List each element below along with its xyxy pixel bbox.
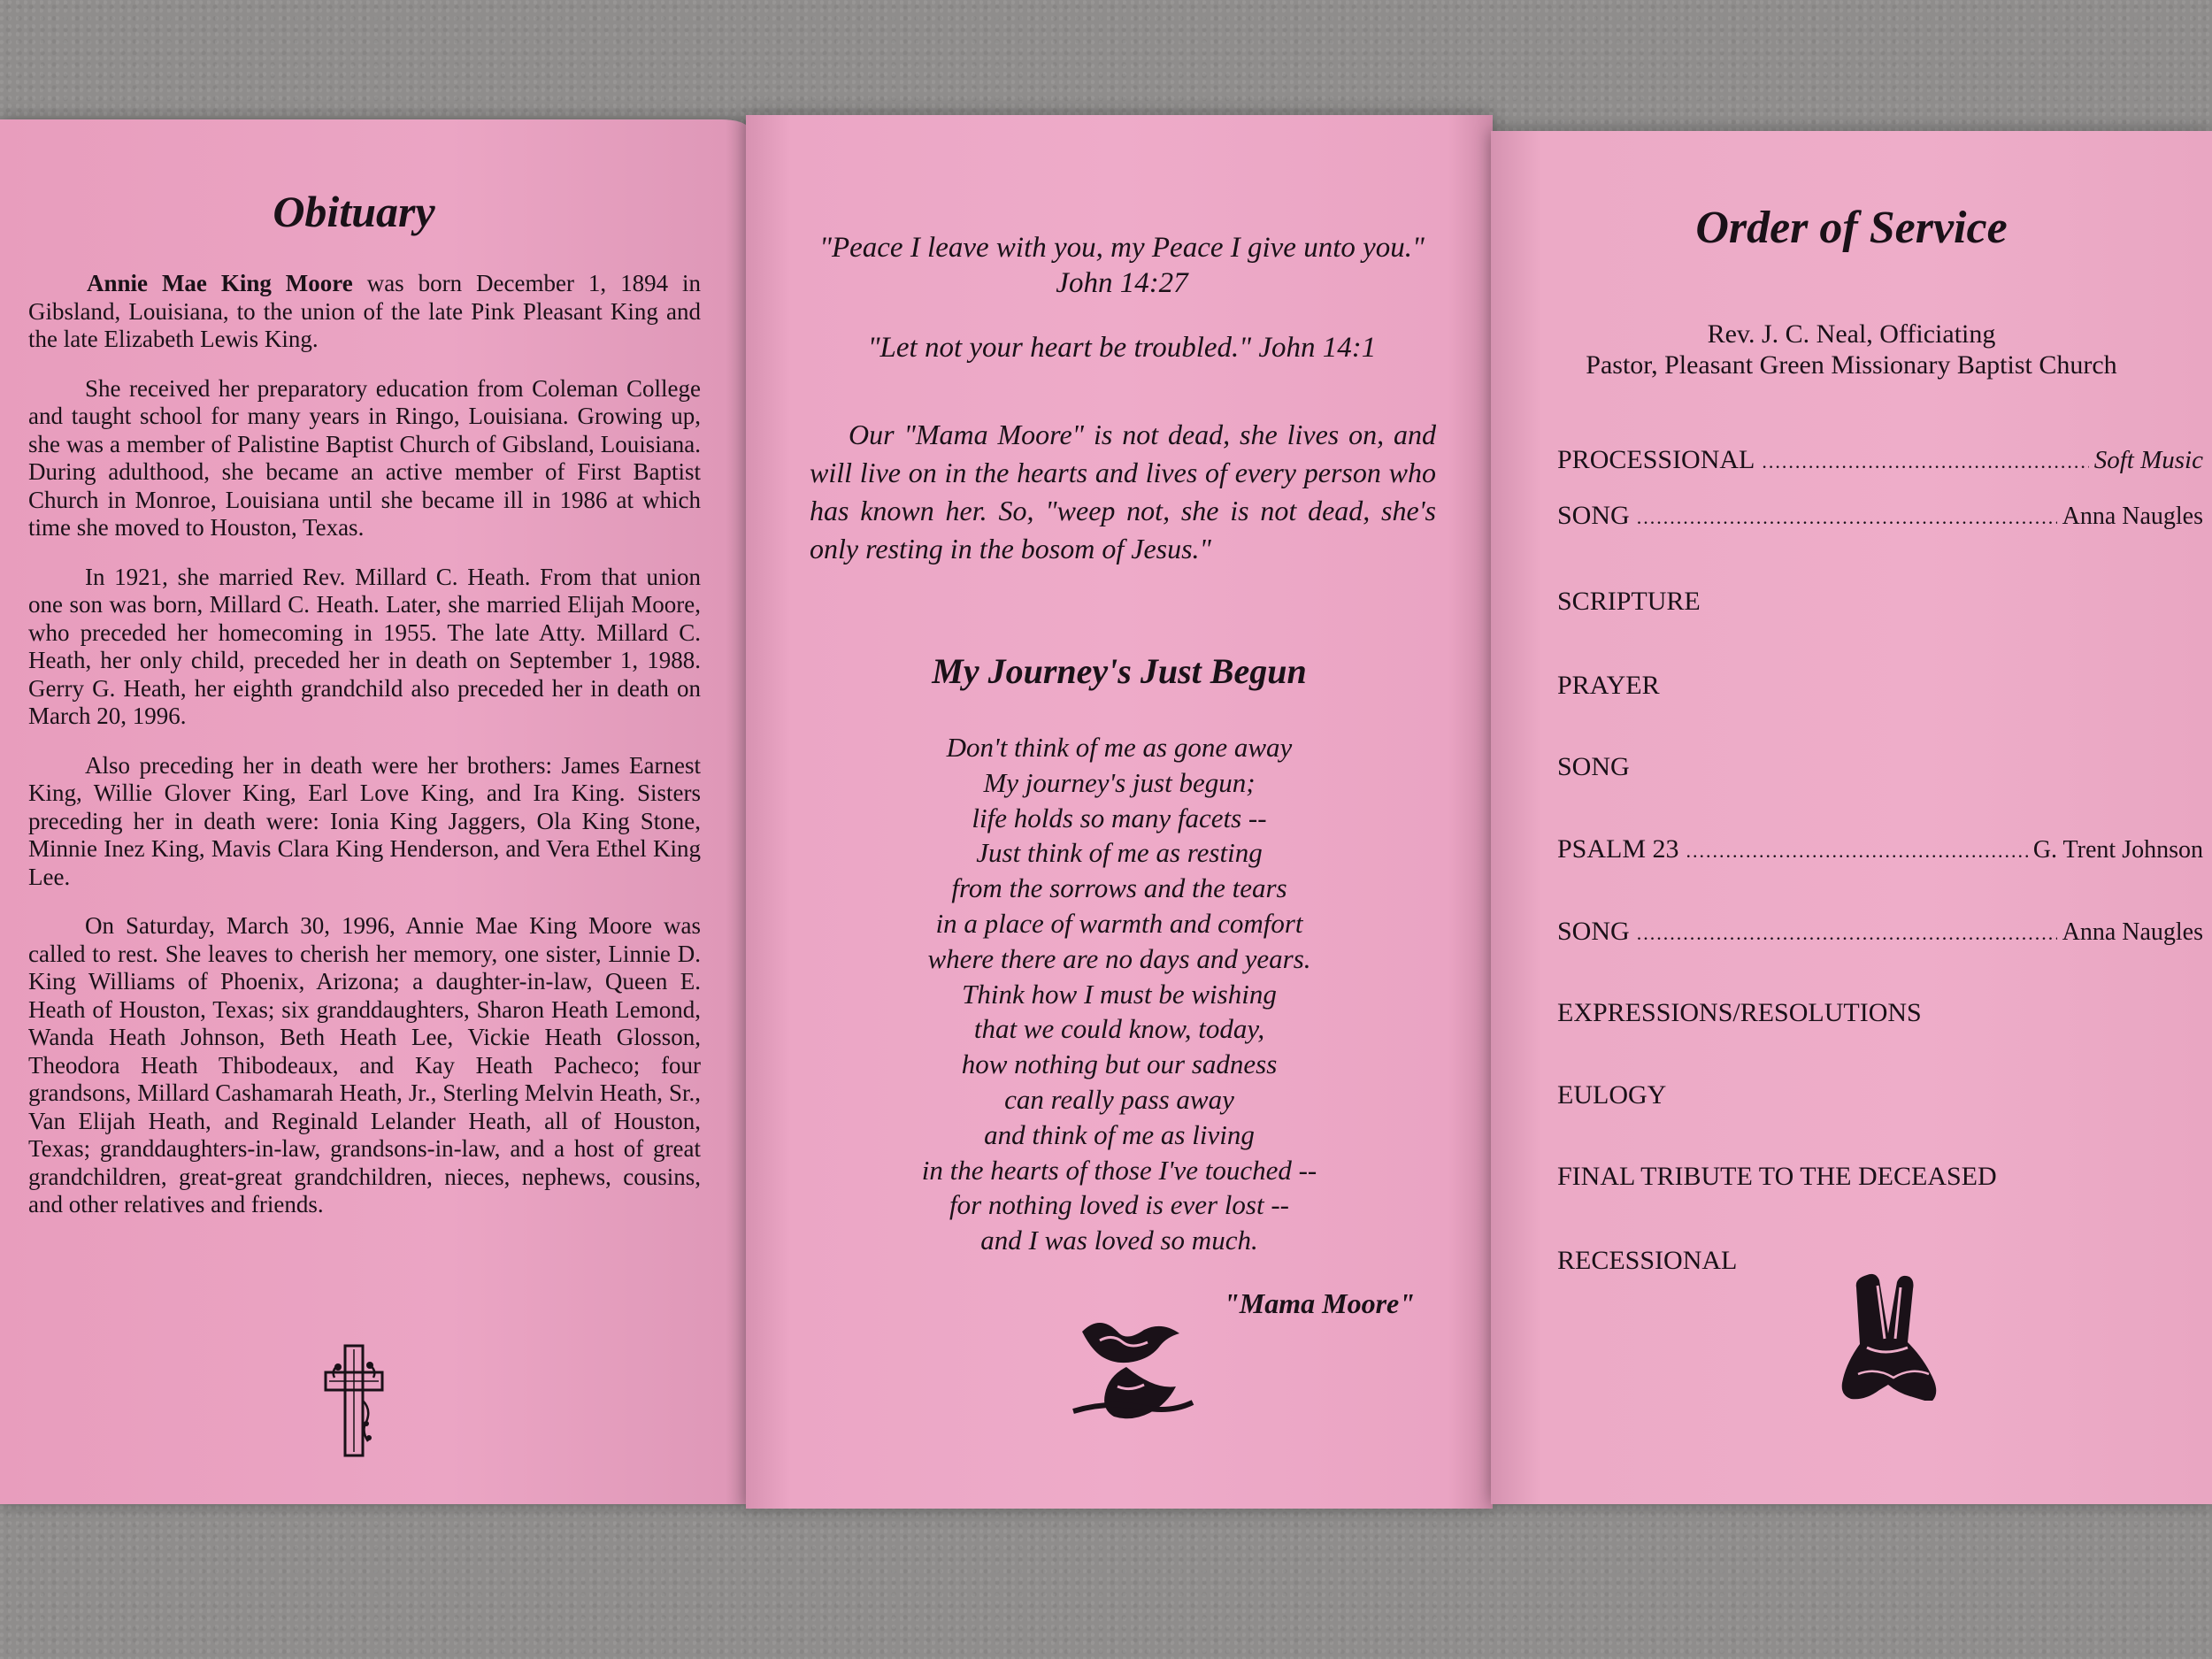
service-item-performer: G. Trent Johnson (2032, 836, 2203, 864)
service-item-name: PRAYER (1557, 671, 1660, 700)
officiant-line-1: Rev. J. C. Neal, Officiating (1707, 319, 1996, 349)
scripture-quote-2: "Let not your heart be troubled." John 14:1 (867, 332, 1377, 364)
order-of-service-title: Order of Service (1695, 203, 2008, 253)
obituary-title: Obituary (273, 187, 435, 236)
obituary-paragraph-5: On Saturday, March 30, 1996, Annie Mae King Moore was called to rest. She leaves to cherish her memory, one sister, Linnie D. King Williams of Phoenix, Arizona; a daughter-in-law, Queen E. Heath of Houston, Texas; six granddaughters, Sharon Heath Lemond, Wanda Heath Johnson, Beth Heath Lee, Vickie Heath Glosson, Theodora Heath Thibodeaux, and Kay Heath Pacheco; four grandsons, Millard Cashamarah Heath, Jr., Sterling Melvin Heath, Sr., Van Elijah Heath, and Reginald Lelander Heath, all of Houston, Texas; granddaughters-in-law, grandsons-in-law, and a host of great grandchildren, great-great grandchildren, nieces, nephews, cousins, and other relatives and friends. (28, 912, 701, 1217)
verse-panel (746, 115, 1493, 1509)
obituary-paragraph-1-text: was born December 1, 1894 in Gibsland, Louisiana, to the union of the late Pink Pleasant King and the late Elizabeth Lewis King. (28, 270, 701, 352)
service-item (1557, 998, 2203, 1028)
poem-line: can really pass away (1004, 1083, 1234, 1115)
poem-line: and think of me as living (984, 1118, 1255, 1150)
officiant (1491, 319, 2212, 380)
obituary-paragraph-4: Also preceding her in death were her brothers: James Earnest King, Willie Glover King, Earl Love King, and Ira King. Sisters preceding her in death were: Ionia King Jaggers, Ola King Stone, Minnie Inez King, Mavis Clara King Henderson, and Vera Ethel King Lee. (28, 751, 701, 890)
service-item-name: SONG (1557, 501, 1630, 530)
service-item (1557, 1080, 2203, 1110)
service-item-name: SCRIPTURE (1557, 587, 1701, 616)
service-item (1557, 1162, 2203, 1192)
service-item-name: PSALM 23 (1557, 834, 1679, 864)
obituary-paragraph-1 (28, 270, 701, 354)
poem-signature: "Mama Moore" (1224, 1287, 1415, 1319)
praying-hands-icon (1832, 1268, 1947, 1401)
service-item (1557, 501, 2203, 531)
service-item-name: PROCESSIONAL (1557, 445, 1755, 474)
poem-line: in a place of warmth and comfort (935, 907, 1303, 939)
service-item-name: EULOGY (1557, 1080, 1667, 1110)
obituary-paragraph-3: In 1921, she married Rev. Millard C. Heath. From that union one son was born, Millard C. Heath. Later, she married Elijah Moore, who preceded her homecoming in 1955. The late Atty. Millard C. Heath, her only child, preceded her in death on September 1, 1988. Gerry G. Heath, her eighth grandchild also preceded her in death on March 20, 1996. (28, 563, 701, 729)
service-item-name: SONG (1557, 752, 1630, 781)
poem-line: from the sorrows and the tears (951, 872, 1287, 904)
service-item (1557, 445, 2203, 475)
cross-icon (319, 1339, 389, 1463)
obituary-body (28, 270, 701, 1240)
officiant-line-2: Pastor, Pleasant Green Missionary Baptist Church (1586, 350, 2117, 380)
poem-title: My Journey's Just Begun (932, 651, 1307, 691)
poem-line: how nothing but our sadness (961, 1048, 1278, 1080)
poem-line: Think how I must be wishing (962, 978, 1277, 1010)
service-item-name: SONG (1557, 917, 1630, 946)
poem-line: that we could know, today, (973, 1013, 1265, 1045)
memorial-statement: Our "Mama Moore" is not dead, she lives on, and will live on in the hearts and lives of every person who has known her. So, "weep not, she is not dead, she's only resting in the bosom of Jesus." (810, 419, 1436, 565)
service-item (1557, 587, 2203, 617)
obituary-panel (0, 119, 748, 1504)
service-item-name: EXPRESSIONS/RESOLUTIONS (1557, 998, 1922, 1027)
poem-body (746, 730, 1493, 1258)
poem-line: where there are no days and years. (927, 942, 1311, 974)
leader-dots (1637, 922, 2057, 945)
service-item-performer: Anna Naugles (2062, 503, 2203, 530)
poem-line: for nothing loved is ever lost -- (949, 1189, 1289, 1221)
service-item (1557, 752, 2203, 782)
leader-dots (1637, 506, 2057, 529)
poem-line: life holds so many facets -- (972, 802, 1267, 833)
poem-line: Just think of me as resting (976, 837, 1263, 869)
service-item-name: RECESSIONAL (1557, 1246, 1738, 1275)
service-item-name: FINAL TRIBUTE TO THE DECEASED (1557, 1162, 1997, 1191)
poem-line: and I was loved so much. (980, 1225, 1258, 1256)
obituary-paragraph-2: She received her preparatory education from Coleman College and taught school for many years in Ringo, Louisiana. Growing up, she was a member of Palistine Baptist Church of Gibsland, Louisiana. During adulthood, she became an active member of First Baptist Church in Monroe, Louisiana until she became ill in 1986 at which time she moved to Houston, Texas. (28, 374, 701, 541)
scripture-quote-1 (781, 230, 1463, 301)
poem-line: in the hearts of those I've touched -- (921, 1154, 1317, 1186)
order-of-service-panel (1491, 131, 2212, 1504)
service-item (1557, 917, 2203, 947)
service-item (1557, 671, 2203, 701)
leader-dots (1762, 450, 2088, 473)
leader-dots (1686, 840, 2028, 863)
service-item-performer: Anna Naugles (2062, 918, 2203, 946)
scripture-quote-1-text: "Peace I leave with you, my Peace I give unto you." (819, 232, 1425, 264)
poem-line: Don't think of me as gone away (946, 732, 1293, 763)
poem-line: My journey's just begun; (983, 766, 1256, 798)
dove-icon (1064, 1305, 1197, 1420)
service-item-performer: Soft Music (2093, 446, 2203, 474)
deceased-name: Annie Mae King Moore (87, 270, 353, 296)
service-item (1557, 834, 2203, 864)
scripture-quote-1-reference: John 14:27 (1056, 267, 1188, 299)
